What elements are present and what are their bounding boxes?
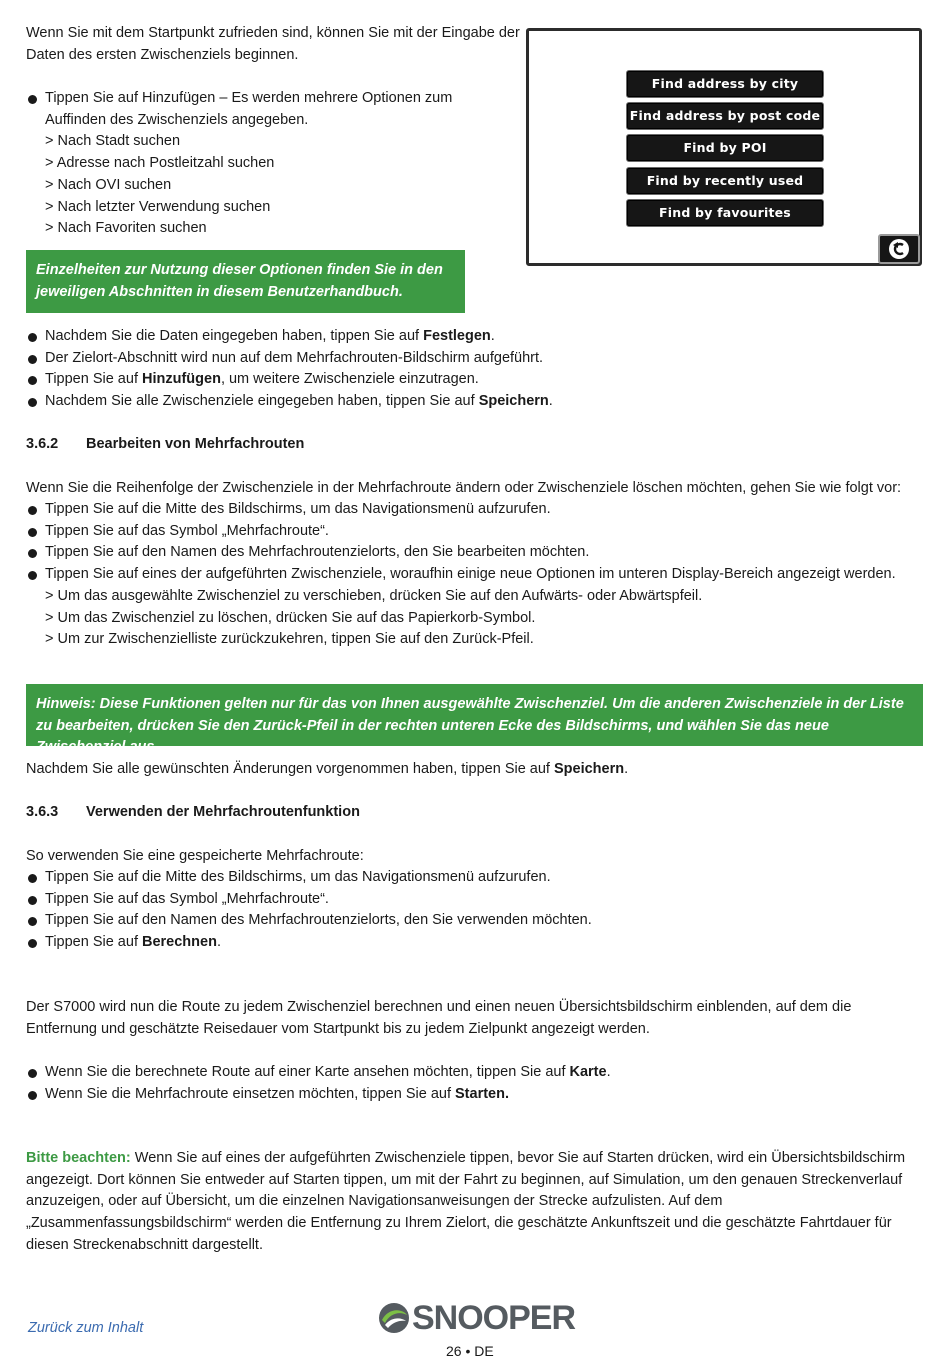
option-item: > Nach Stadt suchen: [45, 133, 181, 150]
device-screen: [526, 28, 922, 266]
section-362-intro: Wenn Sie die Reihenfolge der Zwischenziele in der Mehrfachroute ändern oder Zwischenziele löschen möchten, gehen Sie wie folgt vor:: [26, 480, 902, 496]
section-heading-362: 3.6.2 Bearbeiten von Mehrfachrouten: [26, 436, 305, 452]
list-item: Nachdem Sie alle Zwischenziele eingegeben haben, tippen Sie auf Speichern.: [26, 391, 926, 413]
list-item: [26, 88, 506, 240]
steps-list-1: [26, 326, 926, 413]
list-item: Tippen Sie auf eines der aufgeführten Zwischenziele, woraufhin einige neue Optionen im unteren Display-Bereich angezeigt werden. > Um das ausgewählte Zwischenziel zu verschieben, drücken Sie auf den Aufwärts- oder Abwärtspfeil. > Um das Zwischenziel zu löschen, drücken Sie auf das Papierkorb-Symbol. > Um zur Zwischenzielliste zurückzukehren, tippen Sie auf den Zurück-Pfeil.: [26, 564, 906, 651]
section-363-intro: So verwenden Sie eine gespeicherte Mehrfachroute:: [26, 848, 364, 864]
find-by-favourites-button[interactable]: Find by favourites: [626, 199, 824, 227]
add-bullet-text: Tippen Sie auf Hinzufügen – Es werden mehrere Optionen zum Auffinden des Zwischenziels angegeben.: [45, 90, 453, 128]
option-item: > Nach OVI suchen: [45, 176, 172, 193]
add-options-list: [26, 88, 506, 240]
list-item: Tippen Sie auf das Symbol „Mehrfachroute“.: [26, 889, 906, 911]
list-item: Tippen Sie auf Hinzufügen, um weitere Zwischenziele einzutragen.: [26, 369, 926, 391]
device-back-button[interactable]: [878, 234, 920, 264]
list-item: Wenn Sie die Mehrfachroute einsetzen möchten, tippen Sie auf Starten.: [26, 1084, 906, 1106]
caution-paragraph: Bitte beachten: Wenn Sie auf eines der aufgeführten Zwischenziele tippen, bevor Sie auf Starten drücken, wird ein Übersichtsbildschirm angezeigt. Dort können Sie entweder auf Starten tippen, um mit der Fahrt zu beginnen, auf Simulation, um den genauen Streckenverlauf anzuzeigen, oder auf Übersicht, um die einzelnen Navigationsanweisungen der Strecke aufzulisten. Auf dem „Zusammenfassungsbildschirm“ werden die Entfernung zu Ihrem Zielort, die geschätzte Ankunftszeit und die geschätzte Fahrtdauer für diesen Streckenabschnitt dargestellt.: [26, 1150, 906, 1253]
option-item: > Adresse nach Postleitzahl suchen: [45, 155, 275, 172]
list-item: Wenn Sie die berechnete Route auf einer Karte ansehen möchten, tippen Sie auf Karte.: [26, 1062, 906, 1084]
list-item: Tippen Sie auf die Mitte des Bildschirms, um das Navigationsmenü aufzurufen.: [26, 499, 906, 521]
steps-list-363: [26, 867, 906, 954]
section-362-after: Nachdem Sie alle gewünschten Änderungen vorgenommen haben, tippen Sie auf Speichern.: [26, 761, 629, 777]
list-item: Tippen Sie auf den Namen des Mehrfachroutenzielorts, den Sie bearbeiten möchten.: [26, 542, 906, 564]
find-by-city-button[interactable]: Find address by city: [626, 70, 824, 98]
page-number: 26 • DE: [446, 1343, 494, 1359]
list-item: Tippen Sie auf Berechnen.: [26, 932, 906, 954]
list-item: Der Zielort-Abschnitt wird nun auf dem Mehrfachrouten-Bildschirm aufgeführt.: [26, 348, 926, 370]
steps-list-362: [26, 499, 906, 651]
intro-paragraph: Wenn Sie mit dem Startpunkt zufrieden sind, können Sie mit der Eingabe der Daten des ersten Zwischenziels beginnen.: [26, 25, 520, 63]
option-item: > Nach Favoriten suchen: [45, 220, 207, 237]
find-by-poi-button[interactable]: Find by POI: [626, 134, 824, 162]
note-box-options: Einzelheiten zur Nutzung dieser Optionen finden Sie in den jeweiligen Abschnitten in diesem Benutzerhandbuch.: [26, 250, 465, 313]
snooper-swoosh-icon: [376, 1300, 412, 1336]
back-arrow-icon: [880, 236, 918, 262]
list-item: Tippen Sie auf den Namen des Mehrfachroutenzielorts, den Sie verwenden möchten.: [26, 910, 906, 932]
sub-item: > Um das Zwischenziel zu löschen, drücken Sie auf das Papierkorb-Symbol.: [45, 609, 536, 626]
back-to-contents-link[interactable]: Zurück zum Inhalt: [28, 1320, 144, 1336]
brand-name: SNOOPER: [412, 1299, 576, 1337]
find-by-recent-button[interactable]: Find by recently used: [626, 167, 824, 195]
list-item: Tippen Sie auf die Mitte des Bildschirms, um das Navigationsmenü aufzurufen.: [26, 867, 906, 889]
list-item: Tippen Sie auf das Symbol „Mehrfachroute“.: [26, 521, 906, 543]
note-box-hinweis: Hinweis: Diese Funktionen gelten nur für das von Ihnen ausgewählte Zwischenziel. Um die anderen Zwischenziele in der Liste zu bearbeiten, drücken Sie den Zurück-Pfeil in der rechten unteren Ecke des Bildschirms, und wählen Sie das neue Zwischenziel aus.: [26, 684, 923, 746]
snooper-logo: [376, 1300, 576, 1336]
section-heading-363: 3.6.3 Verwenden der Mehrfachroutenfunktion: [26, 804, 360, 820]
list-item: Nachdem Sie die Daten eingegeben haben, tippen Sie auf Festlegen.: [26, 326, 926, 348]
caution-label: Bitte beachten:: [26, 1150, 131, 1166]
sub-item: > Um zur Zwischenzielliste zurückzukehren, tippen Sie auf den Zurück-Pfeil.: [45, 631, 534, 648]
find-by-postcode-button[interactable]: Find address by post code: [626, 102, 824, 130]
steps-list-363b: [26, 1062, 906, 1105]
option-item: > Nach letzter Verwendung suchen: [45, 198, 271, 215]
section-363-paragraph: Der S7000 wird nun die Route zu jedem Zwischenziel berechnen und einen neuen Übersichtsbildschirm einblenden, auf dem die Entfernung und geschätzte Reisedauer vom Startpunkt bis zu jedem Zielpunkt angezeigt werden.: [26, 999, 852, 1037]
sub-item: > Um das ausgewählte Zwischenziel zu verschieben, drücken Sie auf den Aufwärts- oder Abwärtspfeil.: [45, 587, 703, 604]
